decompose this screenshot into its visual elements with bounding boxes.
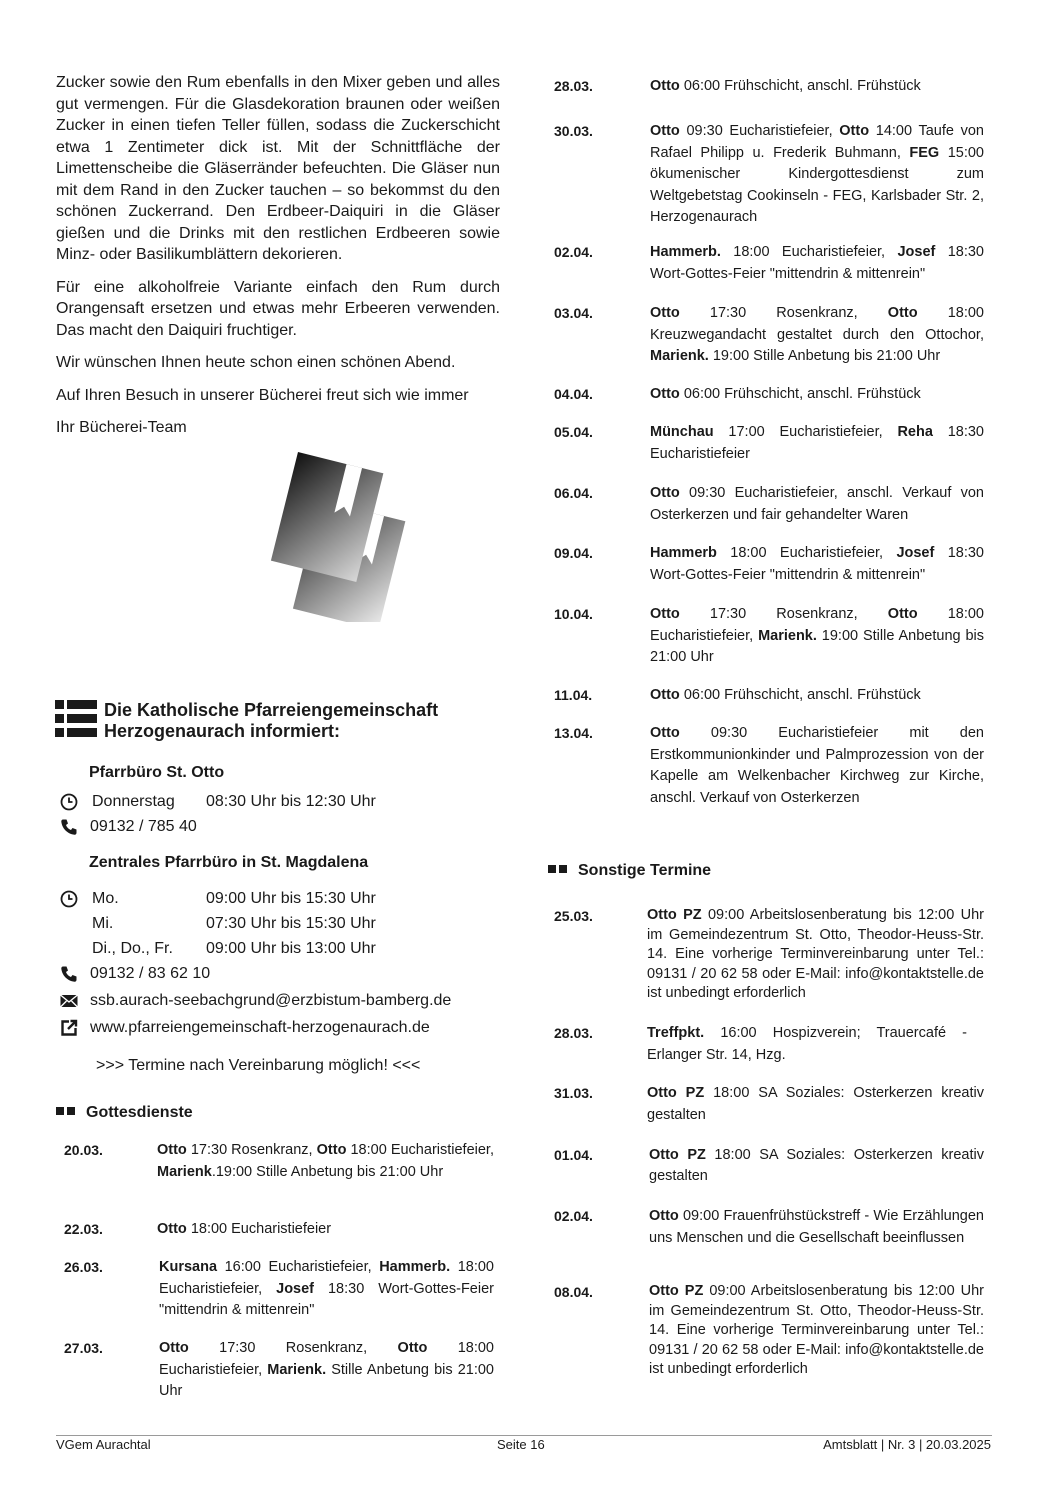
entry-date: 28.03.	[554, 1025, 593, 1041]
entry-date: 27.03.	[64, 1340, 103, 1356]
hours-day: Mo.	[92, 890, 119, 907]
entry-date: 25.03.	[554, 908, 593, 924]
entry-text: Otto 06:00 Frühschicht, anschl. Frühstück	[650, 386, 921, 402]
entry-text: Kursana 16:00 Eucharistiefeier, Hammerb. 18:00 Eucharistiefeier, Josef 18:30 Wort-Gottes-Feier "mittendrin & mittenrein"	[159, 1259, 494, 1318]
hours-time: 08:30 Uhr bis 12:30 Uhr	[206, 793, 376, 810]
hours-day: Donnerstag	[92, 793, 175, 810]
article-paragraph: Zucker sowie den Rum ebenfalls in den Mixer geben und alles gut vermengen. Für die Glasdekoration braunen oder weißen Zucker in einen tiefen Teller füllen, sodass die Zuckerschicht etwa 1 Zentimeter dick ist. Mit der Schnittfläche der Limettenscheibe die Gläserränder befeuchten. Die Gläser nun mit dem Rand in den Zucker tauchen – so bekommst du den schönen Zuckerrand. Den Erdbeer-Daiquiri in die Gläser gießen und die Drinks mit den restlichen Erdbeeren sowie Minz- oder Basilikumblättern dekorieren.	[56, 74, 500, 263]
phone-icon	[60, 965, 78, 983]
entry-date: 30.03.	[554, 123, 593, 139]
entry-date: 01.04.	[554, 1147, 593, 1163]
footer-right: Amtsblatt | Nr. 3 | 20.03.2025	[823, 1437, 991, 1452]
entry-date: 22.03.	[64, 1221, 103, 1237]
entry-date: 08.04.	[554, 1284, 593, 1300]
entry-date: 31.03.	[554, 1085, 593, 1101]
section-heading-sonstige: Sonstige Termine	[548, 861, 711, 881]
office-title: Pfarrbüro St. Otto	[89, 764, 225, 781]
clock-icon	[60, 793, 78, 811]
entry-text: Otto PZ 18:00 SA Soziales: Osterkerzen kreativ gestalten	[647, 1085, 984, 1123]
entry-text: Otto 09:30 Eucharistiefeier mit den Erstkommunionkinder und Palmprozession von der Kapelle am Welkenbacher Kirchweg zur Kirche, anschl. Verkauf von Osterkerzen	[650, 725, 984, 806]
entry-date: 28.03.	[554, 78, 593, 94]
phone-number[interactable]: 09132 / 83 62 10	[90, 965, 211, 982]
article-paragraph: Für eine alkoholfreie Variante einfach den Rum durch Orangensaft ersetzen und etwas mehr Erbeeren verwenden. Das macht den Daiquiri fruchtiger.	[56, 278, 500, 339]
entry-date: 13.04.	[554, 725, 593, 741]
website-link[interactable]: www.pfarreiengemeinschaft-herzogenaurach.de	[90, 1019, 430, 1036]
list-icon	[55, 700, 97, 742]
entry-date: 02.04.	[554, 244, 593, 260]
office-title: Zentrales Pfarrbüro in St. Magdalena	[89, 854, 369, 871]
entry-text: Otto 06:00 Frühschicht, anschl. Frühstück	[650, 78, 921, 94]
entry-text: Otto 18:00 Eucharistiefeier	[157, 1221, 332, 1237]
footer-divider	[56, 1435, 992, 1436]
entry-text: Otto 09:30 Eucharistiefeier, Otto 14:00 Taufe von Rafael Philipp u. Frederik Buhmann, FEG 15:00 ökumenischer Kindergottesdienst zum Weltgebetstag Cookinseln - FEG, Karlsbader Str. 2, Herzogenaurach	[650, 123, 984, 225]
entry-text: Otto 17:30 Rosenkranz, Otto 18:00 Eucharistiefeier, Marienk.19:00 Stille Anbetung bis 21:00 Uhr	[157, 1142, 494, 1180]
phone-number[interactable]: 09132 / 785 40	[90, 818, 197, 835]
entry-date: 04.04.	[554, 386, 593, 402]
entry-text: Otto PZ 18:00 SA Soziales: Osterkerzen kreativ gestalten	[649, 1147, 984, 1184]
footer-left: VGem Aurachtal	[56, 1437, 151, 1452]
hours-day: Di., Do., Fr.	[92, 940, 173, 957]
hours-time: 09:00 Uhr bis 15:30 Uhr	[206, 890, 376, 907]
article-paragraph: Wir wünschen Ihnen heute schon einen schönen Abend.	[56, 354, 456, 371]
entry-text: Otto 17:30 Rosenkranz, Otto 18:00 Eucharistiefeier, Marienk. Stille Anbetung bis 21:00 Uhr	[159, 1340, 494, 1399]
heading-squares-icon	[56, 1103, 78, 1123]
hours-time: 07:30 Uhr bis 15:30 Uhr	[206, 915, 376, 932]
entry-date: 03.04.	[554, 305, 593, 321]
entry-date: 09.04.	[554, 545, 593, 561]
entry-text: Otto 09:00 Frauenfrühstückstreff - Wie Erzählungen uns Menschen und die Gesellschaft beeinflussen	[649, 1208, 984, 1246]
heading-squares-icon	[548, 861, 570, 881]
entry-text: Otto 06:00 Frühschicht, anschl. Frühstück	[650, 687, 921, 703]
entry-text: Treffpkt. 16:00 Hospizverein; Trauercafé - Erlanger Str. 14, Hzg.	[647, 1025, 967, 1063]
entry-text: Otto 09:30 Eucharistiefeier, anschl. Verkauf von Osterkerzen und fair gehandelter Waren	[650, 485, 984, 523]
entry-date: 02.04.	[554, 1208, 593, 1224]
appointment-note: >>> Termine nach Vereinbarung möglich! <<<	[96, 1057, 421, 1074]
entry-date: 06.04.	[554, 485, 593, 501]
article-paragraph: Auf Ihren Besuch in unserer Bücherei freut sich wie immer	[56, 386, 469, 404]
entry-date: 20.03.	[64, 1142, 103, 1158]
entry-date: 10.04.	[554, 606, 593, 622]
email-link[interactable]: ssb.aurach-seebachgrund@erzbistum-bamberg.de	[90, 992, 452, 1009]
entry-text: Hammerb. 18:00 Eucharistiefeier, Josef 18:30 Wort-Gottes-Feier "mittendrin & mittenrein"	[650, 244, 984, 282]
entry-date: 05.04.	[554, 424, 593, 440]
article-signature: Ihr Bücherei-Team	[56, 419, 187, 436]
clock-icon	[60, 890, 78, 908]
hours-time: 09:00 Uhr bis 13:00 Uhr	[206, 940, 376, 957]
entry-text: Otto 17:30 Rosenkranz, Otto 18:00 Eucharistiefeier, Marienk. 19:00 Stille Anbetung bis 21:00 Uhr	[650, 606, 984, 665]
envelope-icon	[60, 992, 78, 1010]
section-heading-gottesdienste: Gottesdienste	[56, 1103, 193, 1123]
article-column	[56, 72, 500, 439]
entry-text: Otto PZ 09:00 Arbeitslosenberatung bis 12:00 Uhr im Gemeindezentrum St. Otto, Theodor-Heuss-Str. 14. Eine vorherige Terminvereinbarung unter Tel.: 09131 / 20 62 58 oder E-Mail: info@kontaktstelle.de ist unbedingt erforderlich	[647, 907, 984, 1001]
parish-header	[55, 700, 505, 744]
entry-text: Hammerb 18:00 Eucharistiefeier, Josef 18:30 Wort-Gottes-Feier "mittendrin & mittenrein"	[650, 545, 984, 583]
external-link-icon	[60, 1019, 78, 1037]
entry-date: 26.03.	[64, 1259, 103, 1275]
footer-page-number: Seite 16	[497, 1437, 545, 1452]
phone-icon	[60, 818, 78, 836]
entry-text: Otto 17:30 Rosenkranz, Otto 18:00 Kreuzwegandacht gestaltet durch den Ottochor, Marienk. 19:00 Stille Anbetung bis 21:00 Uhr	[650, 305, 984, 364]
parish-title: Die Katholische Pfarreiengemeinschaft Herzogenaurach informiert:	[104, 700, 439, 741]
entry-date: 11.04.	[554, 687, 593, 703]
hours-day: Mi.	[92, 915, 114, 932]
entry-text: Otto PZ 09:00 Arbeitslosenberatung bis 12:00 Uhr im Gemeindezentrum St. Otto, Theodor-Heuss-Str. 14. Eine vorherige Terminvereinbarung unter Tel.: 09131 / 20 62 58 oder E-Mail: info@kontaktstelle.de ist unbedingt erforderlich	[649, 1283, 984, 1377]
entry-text: Münchau 17:00 Eucharistiefeier, Reha 18:30 Eucharistiefeier	[650, 424, 984, 462]
library-logo	[268, 452, 418, 622]
